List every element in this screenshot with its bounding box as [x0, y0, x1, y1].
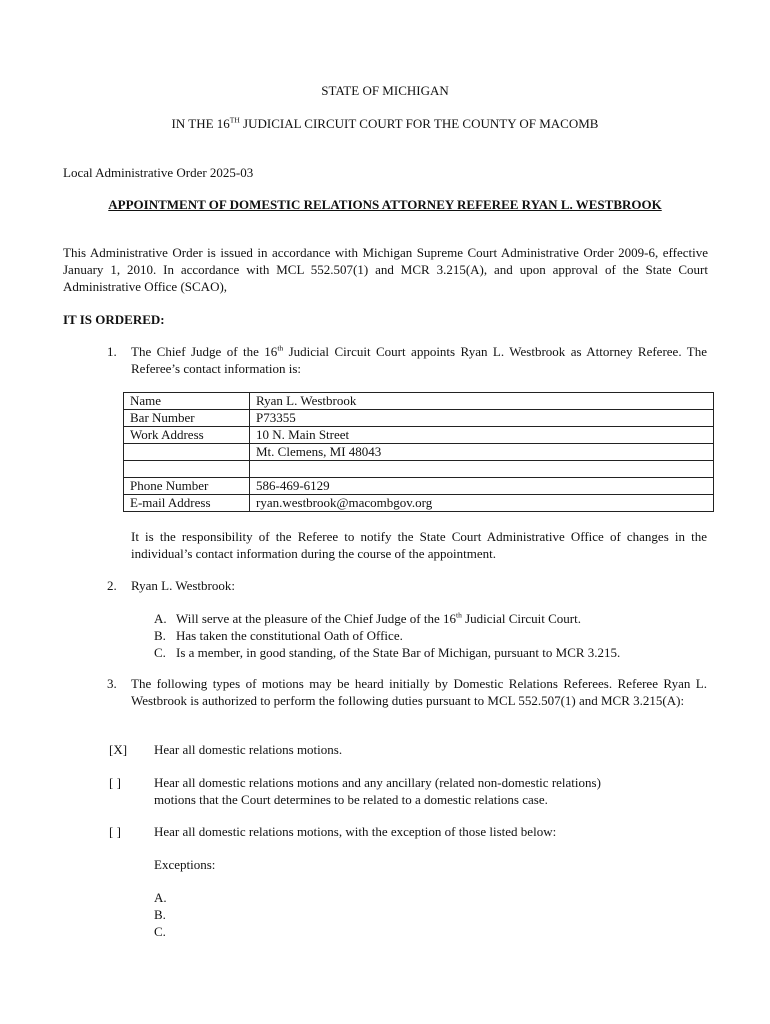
choice-text-line2: motions that the Court determines to be related to a domestic relations case. — [154, 792, 548, 807]
choice-text-line1: Hear all domestic relations motions and any ancillary (related non-domestic relations) — [154, 775, 601, 790]
table-value: ryan.westbrook@macombgov.org — [250, 495, 714, 512]
item-number: 1. — [107, 344, 117, 359]
checkbox-marker: [ ] — [109, 824, 121, 839]
table-label: Phone Number — [124, 478, 250, 495]
table-row — [124, 495, 714, 512]
exceptions-heading: Exceptions: — [154, 857, 216, 872]
order-number: Local Administrative Order 2025-03 — [63, 165, 254, 180]
table-row — [124, 444, 714, 461]
subitem-sup: th — [455, 610, 462, 620]
choice-text: Hear all domestic relations motions. — [154, 742, 343, 757]
subitem-text — [176, 610, 581, 627]
subitem-text: Is a member, in good standing, of the State Bar of Michigan, pursuant to MCR 3.215. — [176, 645, 621, 660]
item-number: 3. — [107, 676, 117, 691]
responsibility-note — [107, 528, 707, 562]
table-label: Bar Number — [124, 410, 250, 427]
court-title — [0, 115, 770, 132]
table-row — [124, 410, 714, 427]
order-item-3 — [107, 675, 707, 709]
subitem-label: C. — [154, 645, 166, 660]
item-text — [131, 343, 707, 377]
item-text: The following types of motions may be heard initially by Domestic Relations Referees. Referee Ryan L. Westbrook is authorized to perform the following duties pursuant to MCL 552.507(1) and MCR 3.215(A): — [131, 676, 707, 708]
table-row — [124, 427, 714, 444]
choice-hear-ancillary-motions — [109, 774, 709, 808]
table-row — [124, 461, 714, 478]
table-value: 586-469-6129 — [250, 478, 714, 495]
item-2-subitems — [154, 610, 714, 661]
table-row — [124, 393, 714, 410]
table-row — [124, 478, 714, 495]
table-value: Ryan L. Westbrook — [250, 393, 714, 410]
order-item-2 — [107, 577, 707, 594]
table-value — [250, 461, 714, 478]
court-title-suffix: JUDICIAL CIRCUIT COURT FOR THE COUNTY OF MACOMB — [239, 116, 599, 131]
table-label — [124, 461, 250, 478]
checkbox-marker: [ ] — [109, 775, 121, 790]
table-label: E-mail Address — [124, 495, 250, 512]
item-1-sup: th — [277, 343, 284, 353]
item-text: Ryan L. Westbrook: — [131, 578, 235, 593]
order-title: APPOINTMENT OF DOMESTIC RELATIONS ATTORNEY REFEREE RYAN L. WESTBROOK — [108, 197, 662, 212]
item-1-text-b: Judicial Circuit Court appoints Ryan L. Westbrook as Attorney Referee. The Referee’s contact information is: — [131, 344, 707, 376]
choice-hear-with-exceptions — [109, 823, 709, 840]
list-item — [154, 627, 714, 644]
table-value: P73355 — [250, 410, 714, 427]
table-value: 10 N. Main Street — [250, 427, 714, 444]
list-item: C. — [154, 924, 166, 939]
note-text: It is the responsibility of the Referee to notify the State Court Administrative Office of changes in the individual’s contact information during the course of the appointment. — [131, 529, 707, 561]
item-number: 2. — [107, 578, 117, 593]
table-label: Work Address — [124, 427, 250, 444]
exceptions-list — [154, 889, 167, 940]
choice-text: Hear all domestic relations motions, with the exception of those listed below: — [154, 824, 557, 839]
table-label: Name — [124, 393, 250, 410]
table-label — [124, 444, 250, 461]
choice-hear-all-motions — [109, 741, 709, 758]
subitem-text-a: Will serve at the pleasure of the Chief Judge of the 16 — [176, 611, 456, 626]
state-title: STATE OF MICHIGAN — [321, 83, 449, 98]
list-item: B. — [154, 907, 166, 922]
court-title-prefix: IN THE 16 — [171, 116, 230, 131]
checkbox-marker: [X] — [109, 742, 128, 757]
intro-paragraph: This Administrative Order is issued in accordance with Michigan Supreme Court Administrative Order 2009-6, effective January 1, 2010. In accordance with MCL 552.507(1) and MCR 3.215(A), and upon approval of the State Court Administrative Office (SCAO), — [63, 245, 708, 294]
subitem-text: Has taken the constitutional Oath of Office. — [176, 628, 403, 643]
ordered-heading: IT IS ORDERED: — [63, 312, 165, 327]
item-1-text-a: The Chief Judge of the 16 — [131, 344, 278, 359]
list-item — [154, 610, 714, 627]
subitem-text-b: Judicial Circuit Court. — [461, 611, 581, 626]
list-item — [154, 644, 714, 661]
contact-table — [123, 392, 714, 512]
court-title-sup: TH — [229, 115, 240, 125]
subitem-label: A. — [154, 611, 167, 626]
list-item: A. — [154, 890, 167, 905]
order-item-1 — [107, 343, 707, 377]
table-value: Mt. Clemens, MI 48043 — [250, 444, 714, 461]
subitem-label: B. — [154, 628, 166, 643]
